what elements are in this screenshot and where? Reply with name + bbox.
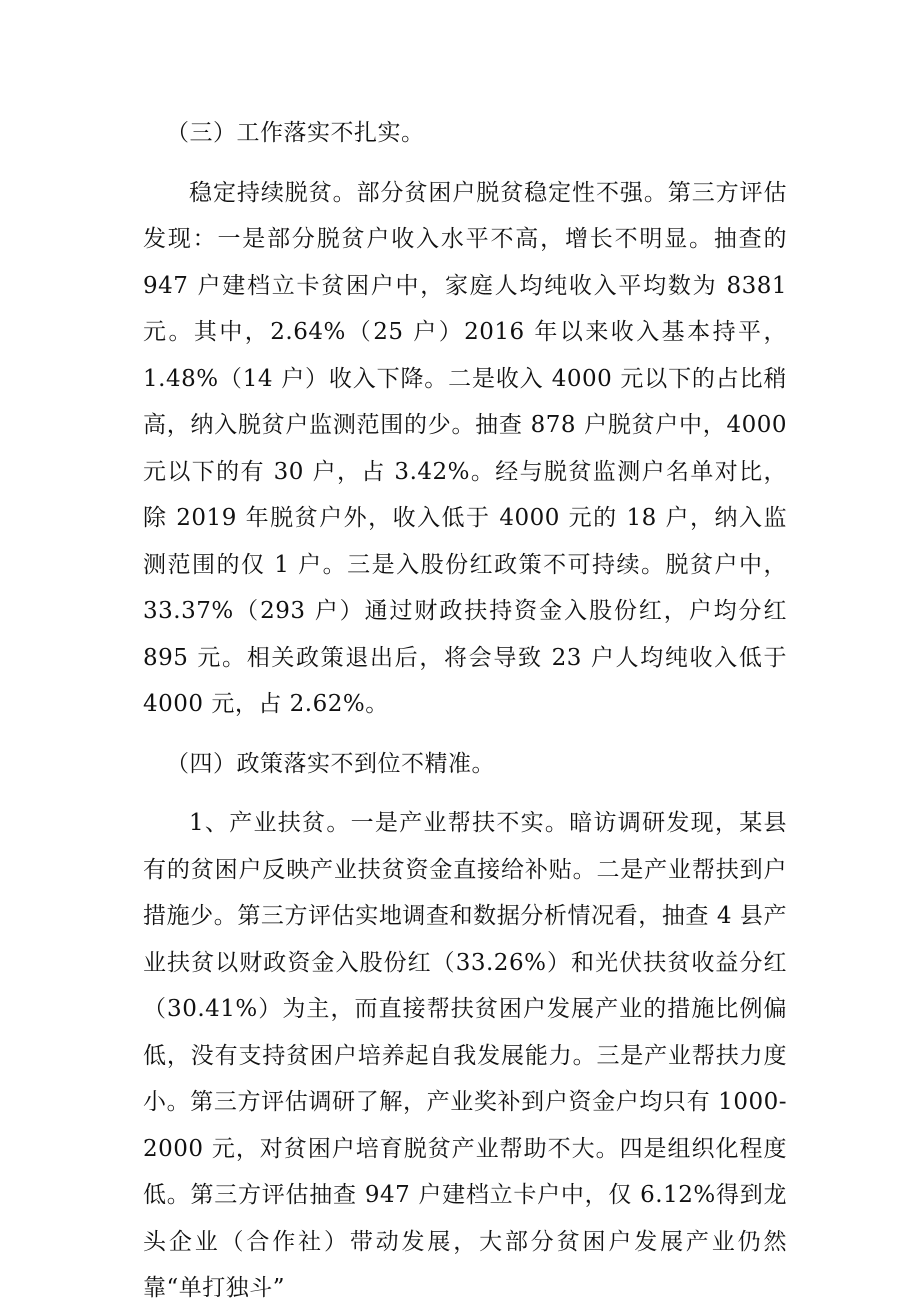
section-paragraph-4: 1、产业扶贫。一是产业帮扶不实。暗访调研发现，某县有的贫困户反映产业扶贫资金直接给补贴。二是产业帮扶到户措施少。第三方评估实地调查和数据分析情况看，抽查 4 县产业扶贫以财政资金入股份红（33.26%）和光伏扶贫收益分红（30.41%）为主，而直接帮扶贫困户发展产业的措施比例偏低，没有支持贫困户培养起自我发展能力。三是产业帮扶力度小。第三方评估调研了解，产业奖补到户资金户均只有 1000-2000 元，对贫困户培育脱贫产业帮助不大。四是组织化程度低。第三方评估抽查 947 户建档立卡户中，仅 6.12%得到龙头企业（合作社）带动发展，大部分贫困户发展产业仍然靠“单打独斗” xyxy=(143,810,787,1301)
paragraph-gap xyxy=(143,157,787,170)
paragraph-gap xyxy=(143,728,787,741)
section-paragraph-3: 稳定持续脱贫。部分贫困户脱贫稳定性不强。第三方评估发现：一是部分脱贫户收入水平不高，增长不明显。抽查的 947 户建档立卡贫困户中，家庭人均纯收入平均数为 8381 元。其中，2.64%（25 户）2016 年以来收入基本持平，1.48%（14 户）收入下降。二是收入 4000 元以下的占比稍高，纳入脱贫户监测范围的少。抽查 878 户脱贫户中，4000 元以下的有 30 户，占 3.42%。经与脱贫监测户名单对比，除 2019 年脱贫户外，收入低于 4000 元的 18 户，纳入监测范围的仅 1 户。三是入股份红政策不可持续。脱贫户中，33.37%（293 户）通过财政扶持资金入股份红，户均分红 895 元。相关政策退出后，将会导致 23 户人均纯收入低于 4000 元，占 2.62%。 xyxy=(143,179,787,717)
section-heading-4: （四）政策落实不到位不精准。 xyxy=(166,750,495,777)
document-body xyxy=(143,110,787,1312)
section-heading-3: （三）工作落实不扎实。 xyxy=(166,120,425,146)
paragraph-gap xyxy=(143,787,787,800)
